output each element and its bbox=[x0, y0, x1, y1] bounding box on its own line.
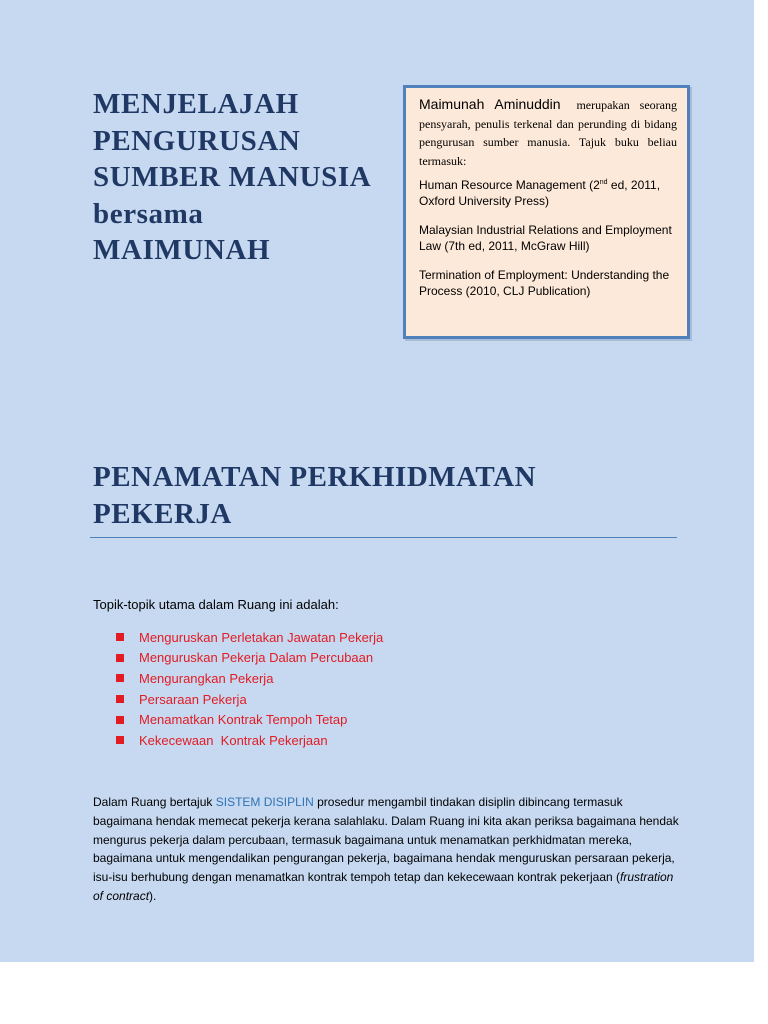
list-item: Kekecewaan Kontrak Pekerjaan bbox=[116, 730, 383, 751]
body-paragraph: Dalam Ruang bertajuk SISTEM DISIPLIN prosedur mengambil tindakan disiplin dibincang termasuk bagaimana hendak memecat pekerja kerana salahlaku. Dalam Ruang ini kita akan periksa bagaimana hendak mengurus pekerja dalam percubaan, termasuk bagaimana untuk menamatkan perkhidmatan mereka, bagaimana untuk mengendalikan pengurangan pekerja, bagaimana hendak menguruskan persaraan pekerja, isu-isu berhubung dengan menamatkan kontrak tempoh tetap dan kekecewaan kontrak pekerjaan (frustration of contract). bbox=[93, 795, 679, 903]
square-bullet-icon bbox=[116, 736, 124, 744]
list-item: Menguruskan Pekerja Dalam Percubaan bbox=[116, 648, 383, 669]
list-item: Menguruskan Perletakan Jawatan Pekerja bbox=[116, 627, 383, 648]
author-intro bbox=[419, 95, 677, 170]
topics-list bbox=[116, 627, 383, 751]
square-bullet-icon bbox=[116, 716, 124, 724]
title-line-1: MENJELAJAH bbox=[93, 88, 299, 120]
book-item-1: Human Resource Management (2nd ed, 2011, Oxford University Press) bbox=[419, 178, 661, 208]
book-item-3: Termination of Employment: Understanding the Process (2010, CLJ Publication) bbox=[419, 268, 670, 298]
author-description: merupakan seorang pensyarah, penulis terkenal dan perunding di bidang pengurusan sumber manusia. Tajuk buku beliau termasuk: bbox=[419, 98, 677, 168]
heading-divider bbox=[90, 537, 677, 538]
title-line-4: bersama bbox=[93, 197, 204, 230]
square-bullet-icon bbox=[116, 633, 124, 641]
section-heading bbox=[93, 459, 536, 533]
sistem-disiplin-reference: SISTEM DISIPLIN bbox=[215, 795, 314, 809]
document-title bbox=[93, 86, 371, 269]
title-line-5: MAIMUNAH bbox=[93, 234, 271, 266]
list-item: Mengurangkan Pekerja bbox=[116, 668, 383, 689]
author-name: Maimunah Aminuddin bbox=[419, 96, 561, 112]
author-info-box bbox=[403, 85, 690, 339]
list-item: Menamatkan Kontrak Tempoh Tetap bbox=[116, 709, 383, 730]
square-bullet-icon bbox=[116, 674, 124, 682]
title-line-2: PENGURUSAN bbox=[93, 124, 301, 157]
square-bullet-icon bbox=[116, 695, 124, 703]
section-heading-line-1: PENAMATAN PERKHIDMATAN bbox=[93, 461, 537, 493]
section-heading-line-2: PEKERJA bbox=[93, 498, 232, 530]
title-line-3: SUMBER MANUSIA bbox=[93, 161, 372, 193]
square-bullet-icon bbox=[116, 654, 124, 662]
topics-intro: Topik-topik utama dalam Ruang ini adalah: bbox=[93, 597, 339, 612]
book-item-2: Malaysian Industrial Relations and Employment Law (7th ed, 2011, McGraw Hill) bbox=[419, 223, 672, 253]
list-item: Persaraan Pekerja bbox=[116, 689, 383, 710]
